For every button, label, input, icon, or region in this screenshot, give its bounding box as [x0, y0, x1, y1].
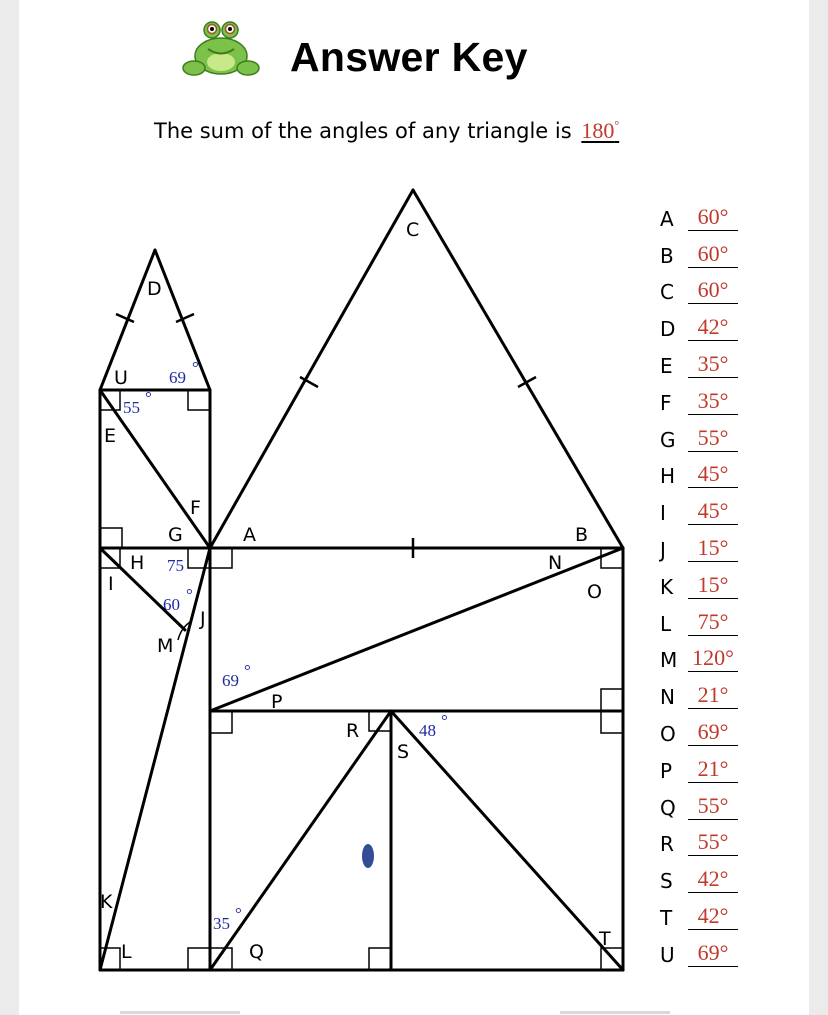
svg-text:35: 35 — [213, 914, 230, 933]
answer-list — [660, 194, 738, 967]
answer-row — [660, 304, 738, 341]
answer-row — [660, 452, 738, 489]
label-R: R — [346, 720, 360, 742]
label-M: M — [157, 635, 174, 657]
diag-s-t — [391, 711, 623, 970]
answer-row — [660, 930, 738, 967]
answer-value: 45° — [688, 463, 738, 488]
answer-letter: E — [660, 353, 673, 378]
answer-row — [660, 194, 738, 231]
answer-letter: D — [660, 317, 676, 342]
given-angle-u — [169, 358, 199, 387]
answer-row — [660, 231, 738, 268]
answer-value: 35° — [688, 390, 738, 415]
answer-letter: K — [660, 574, 674, 599]
answer-row — [660, 893, 738, 930]
svg-text:°: ° — [192, 358, 199, 377]
given-angle-p — [222, 661, 251, 690]
answer-row — [660, 672, 738, 709]
answer-letter: A — [660, 206, 674, 231]
diag-a-l — [100, 548, 210, 970]
answer-row — [660, 820, 738, 857]
answer-row — [660, 599, 738, 636]
label-K: K — [100, 891, 113, 913]
svg-text:48: 48 — [419, 721, 436, 740]
answer-value: 60° — [688, 206, 738, 231]
statement-text: The sum of the angles of any triangle is — [154, 119, 572, 143]
label-G: G — [168, 524, 183, 546]
answer-row — [660, 783, 738, 820]
given-angle-s — [419, 711, 448, 740]
answer-value: 21° — [688, 684, 738, 709]
answer-value: 55° — [688, 427, 738, 452]
svg-text:°: ° — [186, 585, 193, 604]
diag-q-r — [210, 711, 391, 970]
label-L: L — [121, 941, 132, 963]
label-J: J — [200, 608, 206, 630]
statement-degree: ° — [614, 117, 620, 132]
label-F: F — [190, 497, 201, 519]
given-angle-m — [163, 585, 193, 614]
answer-value: 15° — [688, 537, 738, 562]
svg-text:69: 69 — [222, 671, 239, 690]
answer-letter: F — [660, 390, 672, 415]
answer-row — [660, 709, 738, 746]
answer-value: 75° — [688, 611, 738, 636]
label-D: D — [147, 278, 162, 300]
svg-text:°: ° — [235, 904, 242, 923]
answer-row — [660, 636, 738, 673]
big-triangle-right — [413, 190, 623, 548]
answer-letter: I — [660, 501, 666, 526]
svg-text:°: ° — [145, 388, 152, 407]
answer-value: 69° — [688, 721, 738, 746]
label-E: E — [104, 425, 117, 447]
answer-value: 55° — [688, 795, 738, 820]
answer-letter: B — [660, 243, 674, 268]
big-triangle-left — [210, 190, 413, 548]
answer-row — [660, 341, 738, 378]
answer-value: 42° — [688, 868, 738, 893]
answer-letter: M — [660, 648, 678, 673]
answer-value: 60° — [688, 279, 738, 304]
svg-text:55: 55 — [123, 398, 140, 417]
answer-letter: N — [660, 685, 675, 710]
answer-letter: H — [660, 464, 676, 489]
answer-letter: Q — [660, 795, 676, 820]
label-Q: Q — [249, 941, 264, 963]
label-H: H — [130, 552, 145, 574]
label-A: A — [243, 524, 256, 546]
svg-text:°: ° — [441, 711, 448, 730]
answer-row — [660, 488, 738, 525]
door-knob-icon — [362, 844, 374, 868]
svg-text:75: 75 — [167, 556, 184, 575]
answer-value: 60° — [688, 243, 738, 268]
label-I: I — [108, 573, 114, 595]
label-T: T — [599, 928, 611, 950]
answer-value: 69° — [688, 942, 738, 967]
answer-row — [660, 525, 738, 562]
answer-value: 45° — [688, 500, 738, 525]
answer-letter: L — [660, 611, 672, 636]
answer-row — [660, 378, 738, 415]
svg-text:60: 60 — [163, 595, 180, 614]
answer-letter: O — [660, 721, 676, 746]
label-O: O — [587, 581, 602, 603]
answer-letter: T — [660, 905, 673, 930]
svg-text:°: ° — [244, 661, 251, 680]
answer-row — [660, 746, 738, 783]
page-title: Answer Key — [290, 34, 528, 80]
label-N: N — [548, 552, 563, 574]
answer-row — [660, 856, 738, 893]
label-B: B — [575, 524, 589, 546]
svg-text:69: 69 — [169, 368, 186, 387]
answer-value: 35° — [688, 353, 738, 378]
label-S: S — [397, 741, 410, 763]
answer-value: 15° — [688, 574, 738, 599]
answer-row — [660, 268, 738, 305]
answer-row — [660, 415, 738, 452]
answer-letter: S — [660, 869, 673, 894]
answer-value: 42° — [688, 316, 738, 341]
answer-value: 42° — [688, 905, 738, 930]
answer-row — [660, 562, 738, 599]
given-angle-h — [167, 556, 184, 575]
answer-letter: J — [660, 537, 666, 562]
answer-value: 21° — [688, 758, 738, 783]
given-angle-e — [123, 388, 152, 417]
answer-letter: R — [660, 832, 674, 857]
answer-letter: P — [660, 758, 673, 783]
label-P: P — [271, 691, 283, 713]
label-C: C — [406, 219, 420, 241]
answer-letter: U — [660, 942, 675, 967]
statement-answer-value: 180 — [581, 118, 615, 143]
label-U: U — [114, 367, 128, 389]
diag-u-g — [100, 390, 210, 548]
footer-text-cutoff — [120, 1008, 680, 1015]
answer-value: 55° — [688, 831, 738, 856]
answer-value: 120° — [688, 647, 738, 672]
answer-letter: G — [660, 427, 676, 452]
answer-letter: C — [660, 280, 674, 305]
